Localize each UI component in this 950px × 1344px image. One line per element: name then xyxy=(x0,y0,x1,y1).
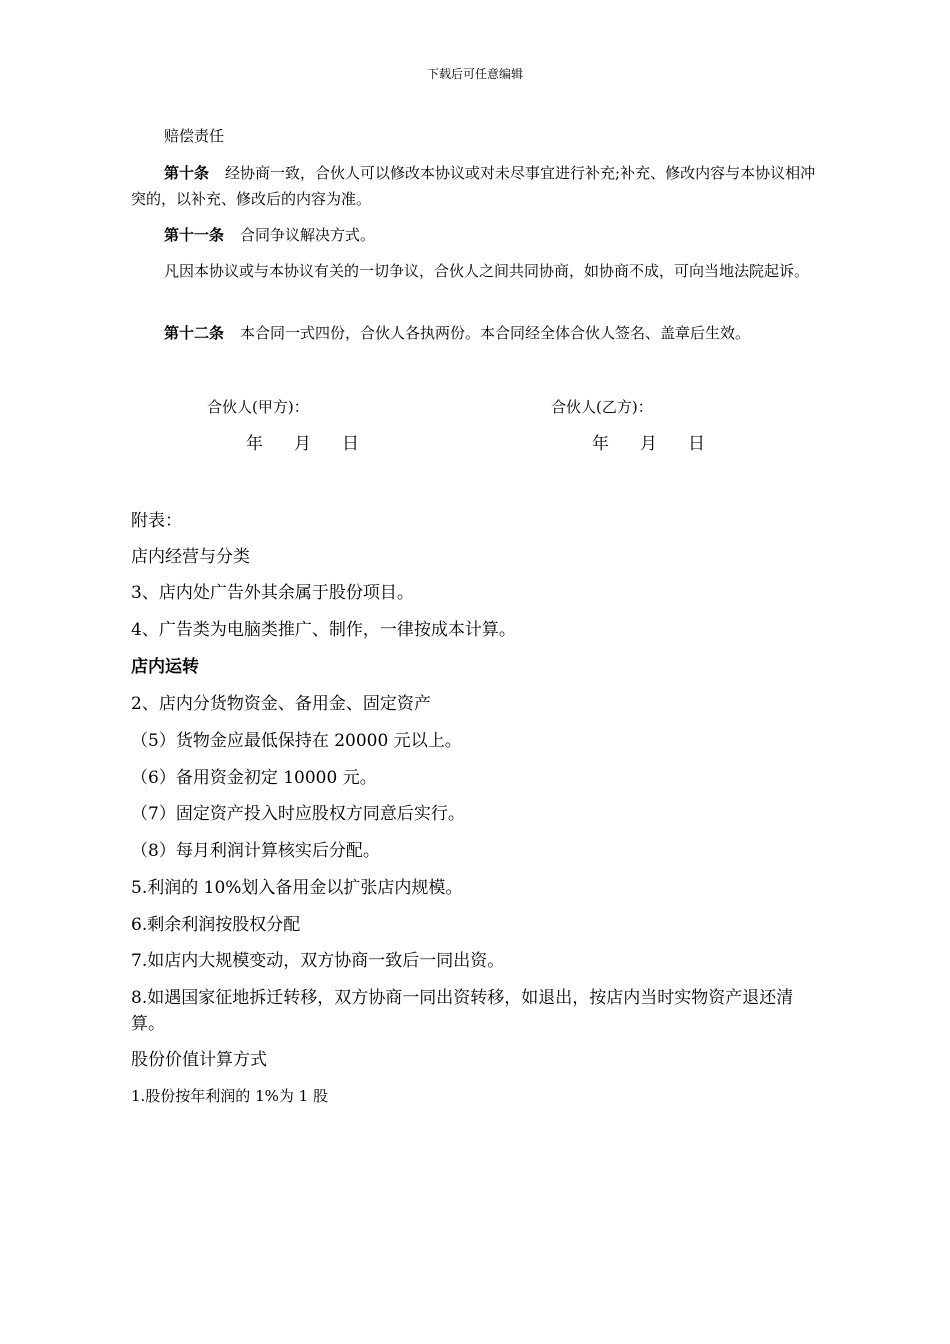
appendix-section-operation: 店内运转 xyxy=(131,657,199,677)
article-10-text: 经协商一致，合伙人可以修改本协议或对未尽事宜进行补充;补充、修改内容与本协议相冲突的，以补充、修改后的内容为准。 xyxy=(131,164,816,208)
article-10-title: 第十条 xyxy=(164,164,210,182)
appendix-sub-5: （5）货物金应最低保持在 20000 元以上。 xyxy=(131,731,462,751)
article-12-title: 第十二条 xyxy=(164,324,225,342)
article-10 xyxy=(131,160,821,212)
appendix-item-5: 5.利润的 10%划入备用金以扩张店内规模。 xyxy=(131,878,463,898)
appendix-item-3: 3、店内处广告外其余属于股份项目。 xyxy=(131,583,414,603)
appendix-sub-6: （6）备用资金初定 10000 元。 xyxy=(131,768,377,788)
page-header: 下载后可任意编辑 xyxy=(426,67,523,81)
appendix-section-business: 店内经营与分类 xyxy=(131,547,250,567)
date-b-month: 月 xyxy=(640,434,657,454)
date-b-year: 年 xyxy=(592,434,609,454)
date-a-day: 日 xyxy=(342,434,359,454)
appendix-section-share-value: 股份价值计算方式 xyxy=(131,1050,267,1070)
paragraph-compensation: 赔偿责任 xyxy=(164,127,225,145)
appendix-title: 附表： xyxy=(131,511,182,531)
date-a-year: 年 xyxy=(246,434,263,454)
appendix-item-8: 8.如遇国家征地拆迁转移，双方协商一同出资转移，如退出，按店内当时实物资产退还清算。 xyxy=(131,988,794,1034)
signature-party-a: 合伙人(甲方)： xyxy=(207,398,309,416)
paragraph-dispute: 凡因本协议或与本协议有关的一切争议，合伙人之间共同协商，如协商不成，可向当地法院起诉。 xyxy=(164,262,810,280)
date-b-day: 日 xyxy=(688,434,705,454)
article-11 xyxy=(131,222,821,248)
date-party-b xyxy=(592,432,705,456)
appendix-sub-8: （8）每月利润计算核实后分配。 xyxy=(131,841,380,861)
article-12-text: 本合同一式四份，合伙人各执两份。本合同经全体合伙人签名、盖章后生效。 xyxy=(240,324,751,342)
appendix-item-6: 6.剩余利润按股权分配 xyxy=(131,915,301,935)
appendix-share-1: 1.股份按年利润的 1%为 1 股 xyxy=(131,1087,328,1105)
article-11-title: 第十一条 xyxy=(164,226,225,244)
date-a-month: 月 xyxy=(294,434,311,454)
article-11-text: 合同争议解决方式。 xyxy=(240,226,376,244)
appendix-item-4: 4、广告类为电脑类推广、制作，一律按成本计算。 xyxy=(131,620,516,640)
appendix-sub-7: （7）固定资产投入时应股权方同意后实行。 xyxy=(131,804,465,824)
date-party-a xyxy=(246,432,359,456)
appendix-item-2: 2、店内分货物资金、备用金、固定资产 xyxy=(131,694,431,714)
appendix-item-7: 7.如店内大规模变动，双方协商一致后一同出资。 xyxy=(131,951,505,971)
article-12 xyxy=(131,320,821,346)
signature-party-b: 合伙人(乙方)： xyxy=(551,398,653,416)
